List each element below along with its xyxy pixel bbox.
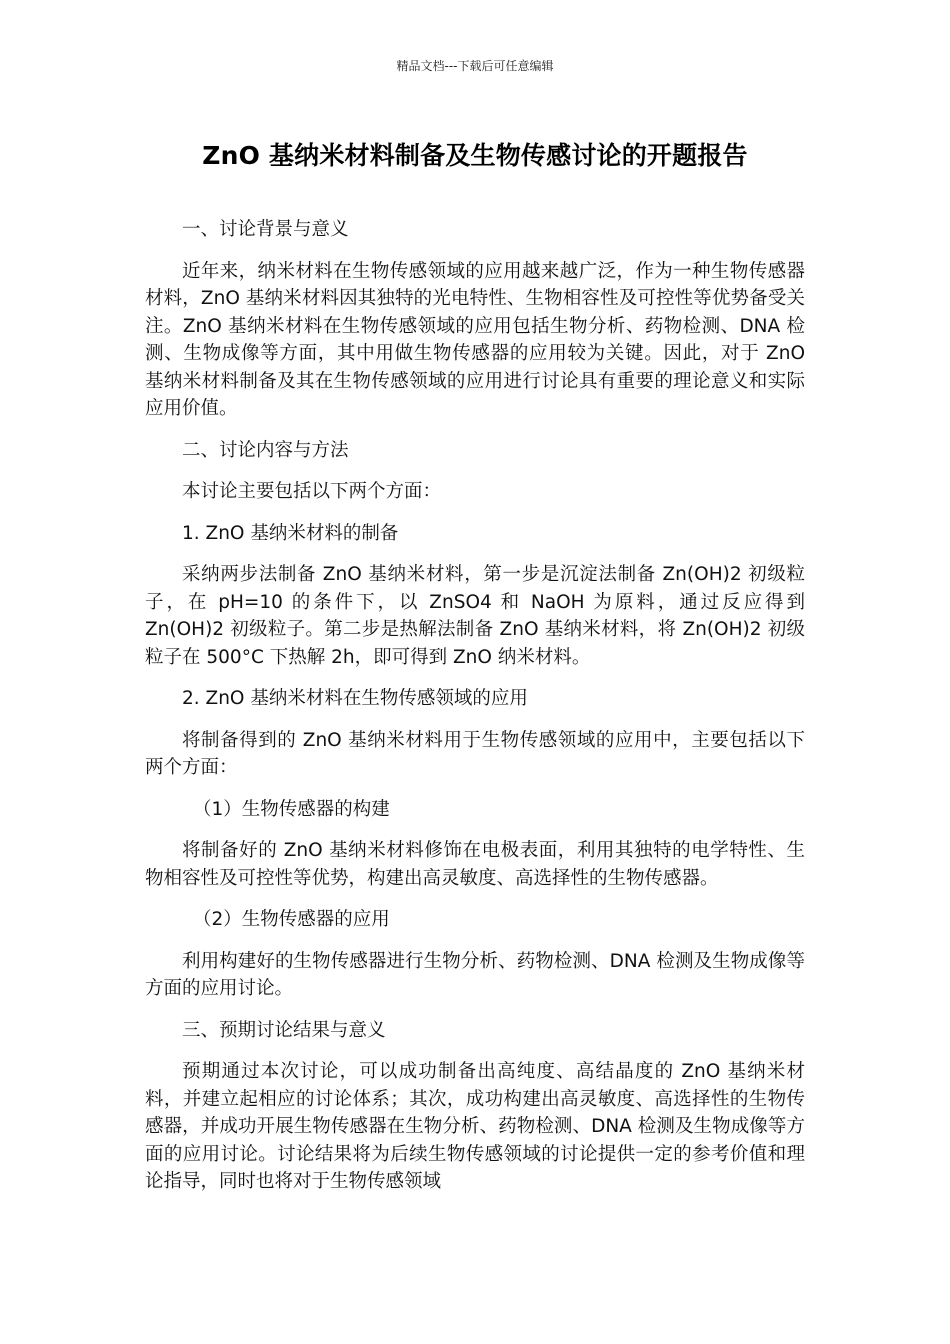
paragraph-preparation: 采纳两步法制备 ZnO 基纳米材料，第一步是沉淀法制备 Zn(OH)2 初级粒子，在 pH=10 的条件下，以 ZnSO4 和 NaOH 为原料，通过反应得到 Zn(OH)2 初级粒子。第二步是热解法制备 ZnO 基纳米材料，将 Zn(OH)2 初级粒子在 500°C 下热解 2h，即可得到 ZnO 纳米材料。 [145,564,805,668]
subheading-sensor-construction: （1）生物传感器的构建 [193,798,390,820]
paragraph-background: 近年来，纳米材料在生物传感领域的应用越来越广泛，作为一种生物传感器材料，ZnO 基纳米材料因其独特的光电特性、生物相容性及可控性等优势备受关注。ZnO 基纳米材料在生物传感领域的应用包括生物分析、药物检测、DNA 检测、生物成像等方面，其中用做生物传感器的应用较为关键。因此，对于 ZnO 基纳米材料制备及其在生物传感领域的应用进行讨论具有重要的理论意义和实际应用价值。 [145,260,805,419]
paragraph-intro: 本讨论主要包括以下两个方面： [182,481,442,502]
section-heading-background: 一、讨论背景与意义 [182,219,349,240]
section-heading-expected-results: 三、预期讨论结果与意义 [182,1019,386,1041]
paragraph-sensor-application: 利用构建好的生物传感器进行生物分析、药物检测、DNA 检测及生物成像等方面的应用讨论。 [145,950,805,999]
page-header: 精品文档---下载后可任意编辑 [396,59,554,73]
section-heading-content-methods: 二、讨论内容与方法 [182,439,349,461]
document-body [145,216,805,1210]
paragraph-sensor-construction: 将制备好的 ZnO 基纳米材料修饰在电极表面，利用其独特的电学特性、生物相容性及可控性等优势，构建出高灵敏度、高选择性的生物传感器。 [145,840,805,889]
subheading-application: 2. ZnO 基纳米材料在生物传感领域的应用 [182,688,528,709]
paragraph-expected-results: 预期通过本次讨论，可以成功制备出高纯度、高结晶度的 ZnO 基纳米材料，并建立起相应的讨论体系；其次，成功构建出高灵敏度、高选择性的生物传感器，并成功开展生物传感器在生物分析、药物检测、DNA 检测及生物成像等方面的应用讨论。讨论结果将为后续生物传感领域的讨论提供一定的参考价值和理论指导，同时也将对于生物传感领域 [145,1061,805,1192]
subheading-preparation: 1. ZnO 基纳米材料的制备 [182,522,399,544]
subheading-sensor-application: （2）生物传感器的应用 [193,909,390,930]
paragraph-application: 将制备得到的 ZnO 基纳米材料用于生物传感领域的应用中，主要包括以下两个方面： [145,729,805,778]
document-title: ZnO 基纳米材料制备及生物传感讨论的开题报告 [202,141,748,170]
